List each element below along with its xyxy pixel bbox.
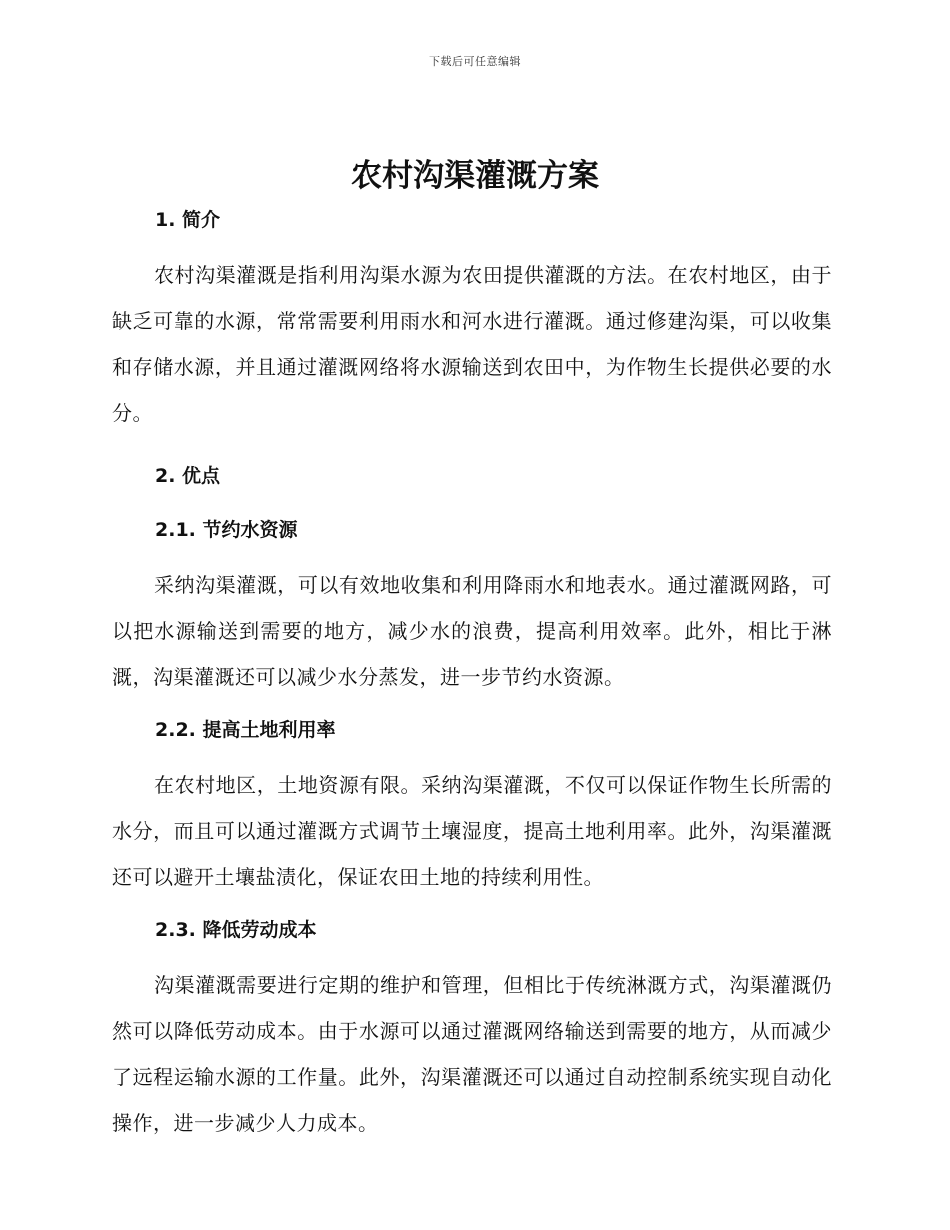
section-heading-labor-cost: 2.3. 降低劳动成本 — [155, 919, 317, 941]
section-paragraph-land-use: 在农村地区，土地资源有限。采纳沟渠灌溉，不仅可以保证作物生长所需的水分，而且可以通过灌溉方式调节土壤湿度，提高土地利用率。此外，沟渠灌溉还可以避开土壤盐渍化，保证农田土地的持续利用性。 — [112, 773, 832, 889]
document-title: 农村沟渠灌溉方案 — [351, 158, 599, 194]
section-heading-intro: 1. 简介 — [155, 209, 221, 231]
header-note: 下载后可任意编辑 — [429, 55, 521, 68]
section-heading-advantages: 2. 优点 — [155, 465, 221, 487]
section-paragraph-labor-cost: 沟渠灌溉需要进行定期的维护和管理，但相比于传统淋溉方式，沟渠灌溉仍然可以降低劳动成本。由于水源可以通过灌溉网络输送到需要的地方，从而减少了远程运输水源的工作量。此外，沟渠灌溉还可以通过自动控制系统实现自动化操作，进一步减少人力成本。 — [112, 973, 832, 1135]
section-heading-save-water: 2.1. 节约水资源 — [155, 519, 298, 541]
section-paragraph-intro: 农村沟渠灌溉是指利用沟渠水源为农田提供灌溉的方法。在农村地区，由于缺乏可靠的水源，常常需要利用雨水和河水进行灌溉。通过修建沟渠，可以收集和存储水源，并且通过灌溉网络将水源输送到农田中，为作物生长提供必要的水分。 — [112, 263, 832, 425]
section-heading-land-use: 2.2. 提高土地利用率 — [155, 719, 336, 741]
document-body — [112, 206, 832, 1146]
section-paragraph-save-water: 采纳沟渠灌溉，可以有效地收集和利用降雨水和地表水。通过灌溉网路，可以把水源输送到需要的地方，减少水的浪费，提高利用效率。此外，相比于淋溉，沟渠灌溉还可以减少水分蒸发，进一步节约水资源。 — [112, 573, 832, 689]
